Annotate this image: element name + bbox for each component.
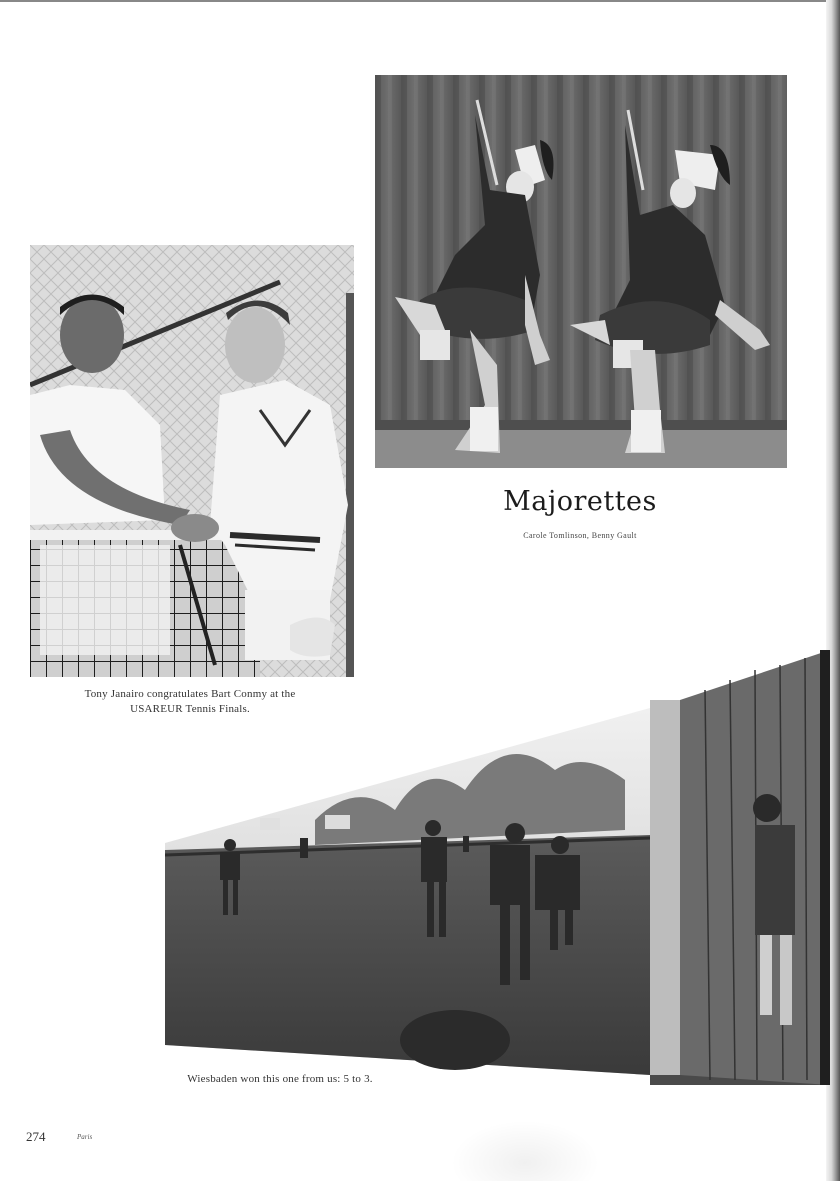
page-top-edge: [0, 0, 840, 2]
tennis-photo: [30, 245, 354, 677]
soccer-photo: [165, 650, 830, 1085]
tennis-caption-line-2: USAREUR Tennis Finals.: [130, 703, 250, 715]
section-title: Majorettes: [503, 486, 657, 517]
page-smudge: [450, 1120, 600, 1181]
soccer-caption: Wiesbaden won this one from us: 5 to 3.: [187, 1073, 373, 1085]
majorettes-names: Carole Tomlinson, Benny Gault: [523, 531, 637, 540]
tennis-caption-line-1: Tony Janairo congratulates Bart Conmy at the: [84, 688, 296, 700]
page-number: 274: [26, 1129, 46, 1144]
majorettes-photo: [375, 75, 787, 468]
section-name: Paris: [77, 1133, 93, 1141]
